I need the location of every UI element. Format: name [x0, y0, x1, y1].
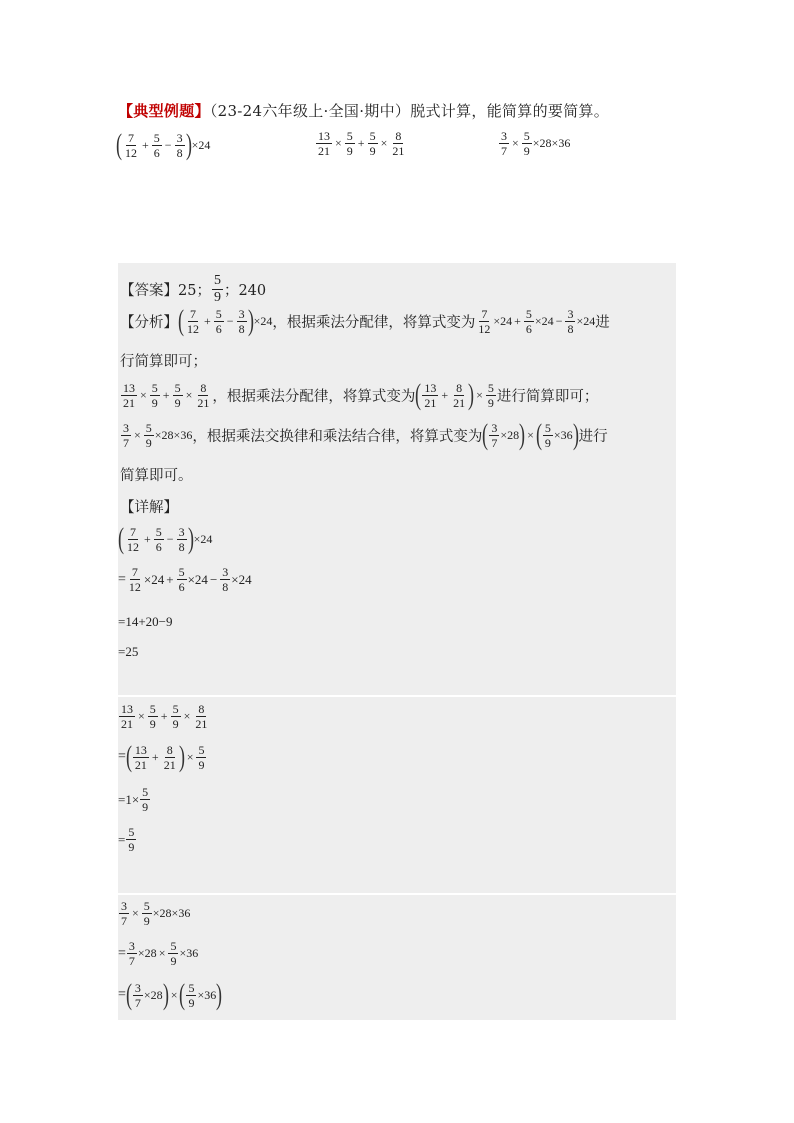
- detail-3-step-2: = $\frac{3}{7}$ ×28 × $\frac{5}{9}$ ×36: [118, 939, 199, 968]
- solution-panel: [118, 263, 676, 1020]
- detail-1-step-4: =25: [118, 644, 139, 659]
- detail-1-step-1: ( $\frac{7}{12}$ + $\frac{5}{6}$ − $\frac{3}{8}$ ) ×24: [118, 522, 213, 555]
- detail-3-step-3: = ( $\frac{3}{7}$ ×28 ) × ( $\frac{5}{9}$ ×36 ): [118, 978, 223, 1011]
- analysis-line-4: $\frac{3}{7}$ × $\frac{5}{9}$ ×28×36 ，根据乘法交换律和乘法结合律，将算式变为 ( $\frac{3}{7}$ ×28 ) × ( $\frac{5}{9}$ ×36 ) 进行: [123, 418, 608, 451]
- fraction: $\frac{13}{21}$: [318, 129, 330, 158]
- fraction: $\frac{7}{12}$: [125, 130, 137, 160]
- fraction: $\frac{5}{9}$: [523, 129, 530, 158]
- detail-1-step-3: =14+20−9: [118, 614, 173, 629]
- problem-3: $\frac{3}{7}$ × $\frac{5}{9}$ ×28×36: [501, 129, 571, 158]
- example-tag: 【典型例题】: [118, 102, 210, 120]
- analysis-line-1: 【分析】 ( $\frac{7}{12}$ + $\frac{5}{6}$ − $\frac{3}{8}$ ) ×24 ，根据乘法分配律，将算式变为 $\frac{7}{12}$ ×24 + $\frac{5}{6}$ ×24 − $\frac{3}{8}$ ×24 进: [120, 304, 610, 337]
- detail-2-step-1: $\frac{13}{21}$ × $\frac{5}{9}$ + $\frac{5}{9}$ × $\frac{8}{21}$: [121, 702, 208, 731]
- detail-label: 【详解】: [120, 500, 178, 516]
- problem-2: $\frac{13}{21}$ × $\frac{5}{9}$ + $\frac{5}{9}$ × $\frac{8}{21}$: [318, 129, 405, 158]
- detail-2-step-3: =1× $\frac{5}{9}$: [118, 785, 149, 814]
- analysis-line-3: $\frac{13}{21}$ × $\frac{5}{9}$ + $\frac{5}{9}$ × $\frac{8}{21}$ ，根据乘法分配律，将算式变为 ( $\frac{13}{21}$ + $\frac{8}{21}$ ) × $\frac{5}{9}$ 进行简算即可；: [123, 378, 599, 411]
- analysis-label: 【分析】: [120, 314, 178, 331]
- detail-2-step-4: = $\frac{5}{9}$: [118, 825, 135, 854]
- analysis-line-5: 简算即可。: [120, 468, 193, 484]
- fraction: $\frac{3}{8}$: [176, 130, 183, 160]
- detail-3-step-1: $\frac{3}{7}$ × $\frac{5}{9}$ ×28×36: [121, 899, 191, 928]
- answer-line: 【答案】 25； $\frac{5}{9}$ ；240: [120, 273, 267, 305]
- fraction: $\frac{5}{9}$: [346, 129, 353, 158]
- detail-2-step-2: = ( $\frac{13}{21}$ + $\frac{8}{21}$ ) × $\frac{5}{9}$: [118, 740, 205, 773]
- detail-1-step-2: = $\frac{7}{12}$ ×24 + $\frac{5}{6}$ ×24 − $\frac{3}{8}$ ×24: [118, 565, 252, 594]
- example-title: [118, 100, 609, 121]
- answer-label: 【答案】: [120, 283, 178, 299]
- analysis-line-2: 行简算即可；: [120, 354, 207, 370]
- divider: [118, 893, 676, 895]
- fraction: $\frac{5}{9}$: [369, 129, 376, 158]
- example-instruction: （23-24六年级上·全国·期中）脱式计算，能简算的要简算。: [209, 102, 610, 120]
- fraction: $\frac{8}{21}$: [392, 129, 405, 158]
- problem-1: ( $\frac{7}{12}$ + $\frac{5}{6}$ − $\frac{3}{8}$ ) ×24: [116, 128, 211, 161]
- divider: [118, 695, 676, 697]
- fraction: $\frac{5}{6}$: [153, 130, 160, 160]
- fraction: $\frac{3}{7}$: [501, 129, 507, 158]
